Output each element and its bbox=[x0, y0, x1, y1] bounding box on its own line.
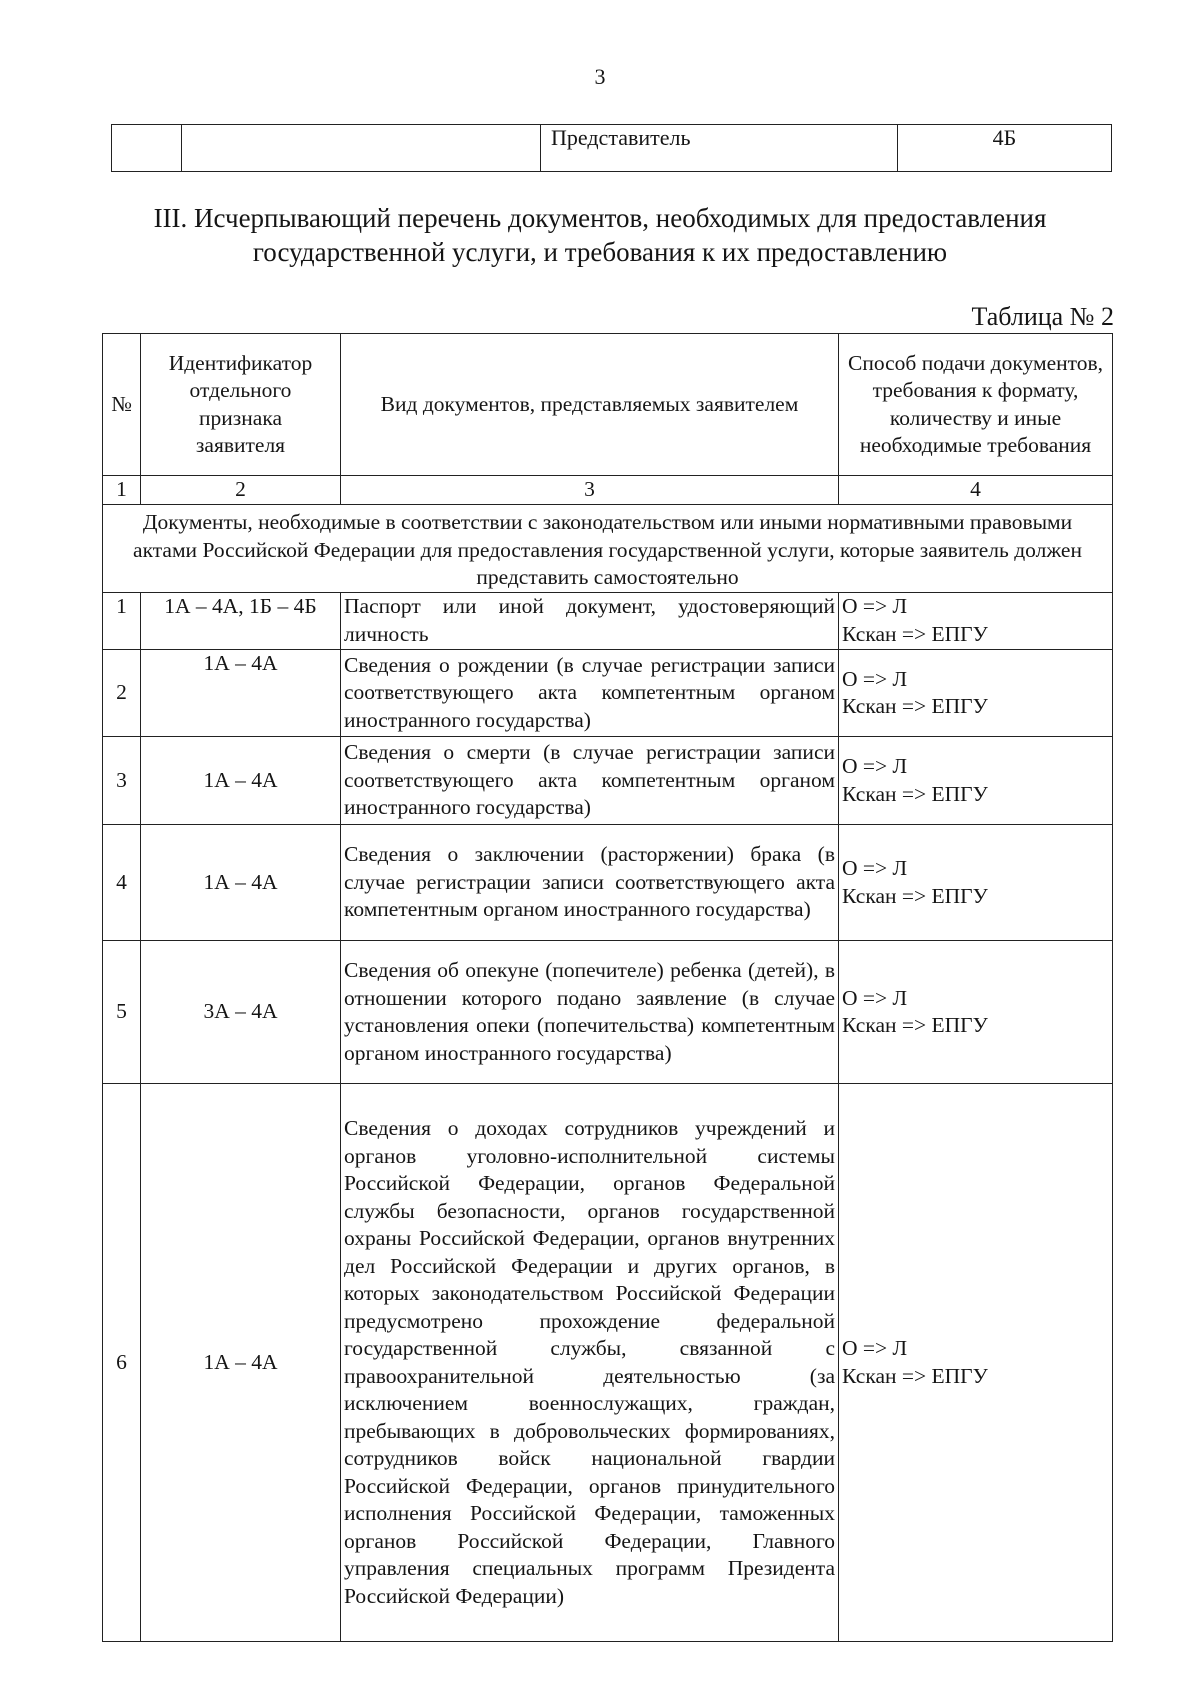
row-method bbox=[839, 1084, 1113, 1642]
method-line: Кскан => ЕПГУ bbox=[842, 781, 988, 806]
table-caption: Таблица № 2 bbox=[971, 302, 1114, 331]
table-cell bbox=[112, 125, 182, 172]
table-row bbox=[103, 593, 1113, 650]
table-row bbox=[103, 737, 1113, 825]
method-line: О => Л bbox=[842, 985, 908, 1010]
column-number: 4 bbox=[839, 476, 1113, 505]
row-number: 1 bbox=[103, 593, 141, 650]
table-row bbox=[103, 941, 1113, 1084]
continuation-table bbox=[111, 124, 1112, 172]
table-row bbox=[103, 650, 1113, 737]
row-method bbox=[839, 941, 1113, 1084]
section-heading-line: государственной услуги, и требования к их предоставлению bbox=[252, 237, 948, 267]
row-number: 2 bbox=[103, 650, 141, 737]
row-number: 3 bbox=[103, 737, 141, 825]
row-identifier: 1А – 4А bbox=[141, 737, 341, 825]
method-line: О => Л bbox=[842, 856, 908, 880]
identifier-value: 4Б bbox=[992, 125, 1017, 150]
row-document: Сведения об опекуне (попечителе) ребенка (детей), в отношении которого подано заявление (в случае установления опеки (попечительства) компетентным органом иностранного государства) bbox=[341, 941, 839, 1084]
table-cell bbox=[541, 125, 898, 172]
column-numbers-row bbox=[103, 476, 1113, 505]
group-title: Документы, необходимые в соответствии с законодательством или иными нормативными правовыми актами Российской Федерации для предоставления государственной услуги, которые заявитель должен представить самостоятельно bbox=[103, 505, 1113, 593]
method-line: Кскан => ЕПГУ bbox=[842, 621, 988, 646]
row-method bbox=[839, 825, 1113, 941]
row-identifier: 1А – 4А bbox=[141, 1084, 341, 1642]
row-document: Сведения о доходах сотрудников учреждений и органов уголовно-исполнительной системы Российской Федерации, органов Федеральной службы безопасности, органов государственной охраны Российской Федерации, органов внутренних дел Российской Федерации и других органов, в которых законодательством Российской Федерации предусмотрено прохождение федеральной государственной службы, связанной с правоохранительной деятельностью (за исключением военнослужащих, граждан, пребывающих в добровольческих формированиях, сотрудников войск национальной гвардии Российской Федерации, органов принудительного исполнения Российской Федерации, таможенных органов Российской Федерации, Главного управления специальных программ Президента Российской Федерации) bbox=[341, 1084, 839, 1642]
table-row bbox=[103, 825, 1113, 941]
method-line: О => Л bbox=[842, 754, 908, 778]
row-document: Сведения о заключении (расторжении) брака (в случае регистрации записи соответствующего акта компетентным органом иностранного государства) bbox=[341, 825, 839, 941]
row-document: Сведения о рождении (в случае регистрации записи соответствующего акта компетентным органом иностранного государства) bbox=[341, 650, 839, 737]
method-line: Кскан => ЕПГУ bbox=[842, 1363, 988, 1388]
section-heading bbox=[100, 201, 1100, 269]
header-documents: Вид документов, представляемых заявителем bbox=[341, 334, 839, 476]
row-identifier: 1А – 4А bbox=[141, 650, 341, 737]
row-number: 4 bbox=[103, 825, 141, 941]
documents-table bbox=[102, 333, 1113, 1642]
column-number: 3 bbox=[341, 476, 839, 505]
table-header-row bbox=[103, 334, 1113, 476]
row-identifier: 1А – 4А, 1Б – 4Б bbox=[141, 593, 341, 650]
row-identifier: 1А – 4А bbox=[141, 825, 341, 941]
row-number: 5 bbox=[103, 941, 141, 1084]
method-line: Кскан => ЕПГУ bbox=[842, 1013, 988, 1037]
row-number: 6 bbox=[103, 1084, 141, 1642]
method-line: О => Л bbox=[842, 1336, 908, 1360]
row-method bbox=[839, 737, 1113, 825]
row-method bbox=[839, 593, 1113, 650]
column-number: 2 bbox=[141, 476, 341, 505]
row-document: Сведения о смерти (в случае регистрации записи соответствующего акта компетентным органом иностранного государства) bbox=[341, 737, 839, 825]
row-method bbox=[839, 650, 1113, 737]
table-row bbox=[103, 1084, 1113, 1642]
method-line: О => Л bbox=[842, 594, 908, 618]
page-number: 3 bbox=[594, 64, 606, 89]
table-row bbox=[112, 125, 1112, 172]
table-cell bbox=[182, 125, 541, 172]
row-identifier: 3А – 4А bbox=[141, 941, 341, 1084]
method-line: О => Л bbox=[842, 666, 908, 691]
section-heading-line: III. Исчерпывающий перечень документов, необходимых для предоставления bbox=[153, 203, 1047, 233]
header-num: № bbox=[103, 334, 141, 476]
method-line: Кскан => ЕПГУ bbox=[842, 694, 988, 718]
table-cell bbox=[898, 125, 1112, 172]
column-number: 1 bbox=[103, 476, 141, 505]
method-line: Кскан => ЕПГУ bbox=[842, 883, 988, 908]
group-title-row bbox=[103, 505, 1113, 593]
header-identifier: Идентификатор отдельного признака заявителя bbox=[141, 334, 341, 476]
row-document: Паспорт или иной документ, удостоверяющий личность bbox=[341, 593, 839, 650]
representative-label: Представитель bbox=[551, 125, 691, 150]
header-method: Способ подачи документов, требования к формату, количеству и иные необходимые требования bbox=[839, 334, 1113, 476]
